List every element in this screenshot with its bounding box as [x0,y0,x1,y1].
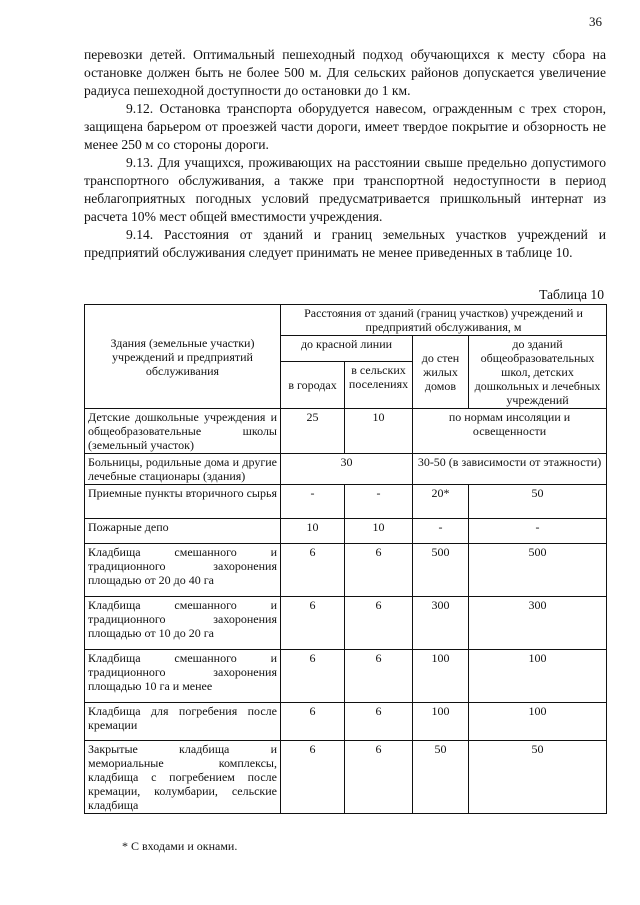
distance-table [84,304,607,814]
row-name: Закрытые кладбища и мемориальные комплексы, кладбища с погребением после кремации, колумбарии, сельские кладбища [85,741,281,814]
table-row [85,597,607,650]
cell-walls: 500 [413,544,469,597]
cell-rural: - [345,485,413,519]
table-row [85,544,607,597]
header-schools: до зданий общеобразовательных школ, детских дошкольных и лечебных учреждений [469,336,607,409]
cell-rural: 6 [345,597,413,650]
paragraph-9-12: 9.12. Остановка транспорта оборудуется навесом, огражденным с трех сторон, защищена барьером от проезжей части дороги, имеет твердое покрытие и обзорность не менее 250 м со стороны дороги. [84,101,606,152]
row-name: Кладбища для погребения после кремации [85,703,281,741]
row-name: Больницы, родильные дома и другие лечебные стационары (здания) [85,454,281,485]
cell-walls: 50 [413,741,469,814]
cell-rural: 10 [345,519,413,544]
header-distances: Расстояния от зданий (границ участков) учреждений и предприятий обслуживания, м [281,305,607,336]
cell-city: 6 [281,544,345,597]
cell-city: 6 [281,597,345,650]
cell-rural: 6 [345,741,413,814]
cell-city: 6 [281,703,345,741]
cell-schools: 100 [469,703,607,741]
cell-walls: 100 [413,703,469,741]
cell-redline: 30 [281,454,413,485]
table-row [85,485,607,519]
cell-city: 10 [281,519,345,544]
page-number: 36 [589,14,602,29]
table-row [85,741,607,814]
cell-schools: 300 [469,597,607,650]
row-name: Приемные пункты вторичного сырья [85,485,281,519]
cell-note: по нормам инсоляции и освещенности [413,409,607,454]
cell-walls: - [413,519,469,544]
row-name: Кладбища смешанного и традиционного захоронения площадью 10 га и менее [85,650,281,703]
cell-schools: 50 [469,741,607,814]
cell-rural: 6 [345,703,413,741]
cell-city: 6 [281,650,345,703]
cell-note: 30-50 (в зависимости от этажности) [413,454,607,485]
table-row [85,650,607,703]
cell-schools: 50 [469,485,607,519]
cell-rural: 6 [345,650,413,703]
paragraph-continued: перевозки детей. Оптимальный пешеходный подход обучающихся к месту сбора на остановке должен быть не более 500 м. Для сельских районов допускается увеличение радиуса пешеходной доступности до остановки до 1 км. [84,47,606,98]
table-caption: Таблица 10 [539,287,604,302]
header-red-line: до красной линии [281,336,413,362]
row-name: Детские дошкольные учреждения и общеобразовательные школы (земельный участок) [85,409,281,454]
row-name: Пожарные депо [85,519,281,544]
cell-schools: 500 [469,544,607,597]
paragraph-9-13: 9.13. Для учащихся, проживающих на расстоянии свыше предельно допустимого транспортного обслуживания, а также при транспортной недоступности в период неблагоприятных погодных условий предусматривается пришкольный интернат из расчета 10% мест общей вместимости учреждения. [84,155,606,224]
cell-walls: 300 [413,597,469,650]
cell-city: 6 [281,741,345,814]
header-buildings: Здания (земельные участки) учреждений и предприятий обслуживания [85,305,281,409]
row-name: Кладбища смешанного и традиционного захоронения площадью от 10 до 20 га [85,597,281,650]
table-row [85,519,607,544]
header-walls: до стен жилых домов [413,336,469,409]
cell-rural: 6 [345,544,413,597]
row-name: Кладбища смешанного и традиционного захоронения площадью от 20 до 40 га [85,544,281,597]
table-row [85,454,607,485]
cell-city: 25 [281,409,345,454]
cell-walls: 100 [413,650,469,703]
table-row [85,703,607,741]
paragraph-9-14: 9.14. Расстояния от зданий и границ земельных участков учреждений и предприятий обслуживания следует принимать не менее приведенных в таблице 10. [84,227,606,260]
cell-city: - [281,485,345,519]
cell-schools: - [469,519,607,544]
cell-rural: 10 [345,409,413,454]
cell-walls: 20* [413,485,469,519]
footnote: * С входами и окнами. [122,839,238,853]
header-cities: в городах [281,361,345,408]
header-rural: в сельских поселениях [345,361,413,408]
cell-schools: 100 [469,650,607,703]
table-header-row [85,305,607,336]
table-row [85,409,607,454]
